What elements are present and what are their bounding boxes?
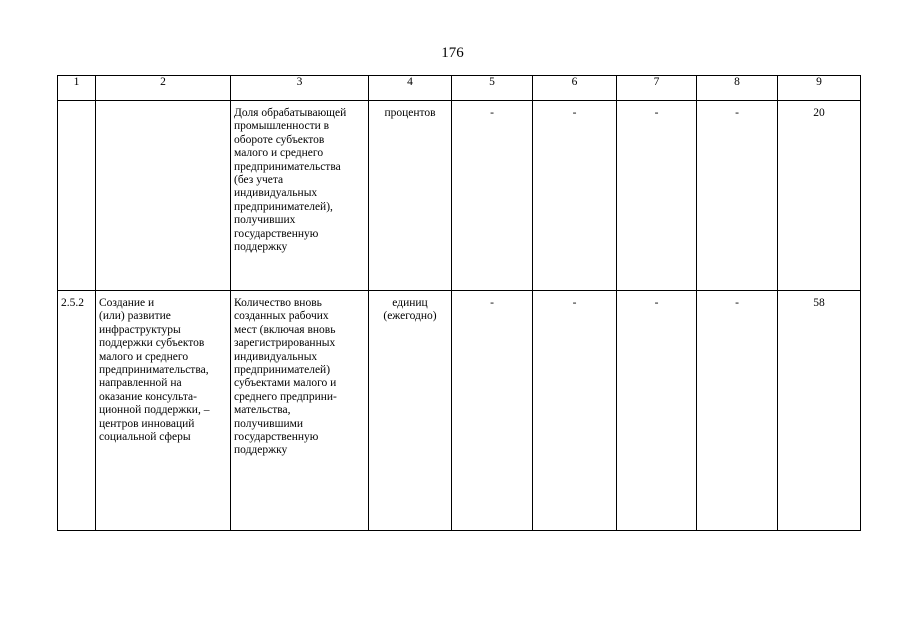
value-text: 58 (813, 297, 825, 309)
indicator-text: Количество вновь созданных рабочих мест (включая вновь зарегистрированных индивидуальных предпринимателей) субъектами малого и среднего предприни- мательства, получившими государственную поддержку (234, 297, 337, 457)
table-row (58, 101, 861, 291)
table-row (58, 291, 861, 531)
value-text: - (572, 107, 577, 119)
value-text: - (572, 297, 577, 309)
indicator-cell (231, 291, 369, 531)
header-cell: 3 (231, 76, 369, 101)
value-text: - (654, 297, 659, 309)
value-text: - (735, 107, 739, 119)
value-cell (617, 101, 697, 291)
event-name: Создание и (или) развитие инфраструктуры поддержки субъектов малого и среднего предпринимательства, направленной на оказание консульта- ционной поддержки, – центров инноваций социальной сферы (99, 297, 210, 444)
value-cell (778, 101, 861, 291)
unit-cell (369, 101, 452, 291)
value-cell (778, 291, 861, 531)
event-name (96, 101, 230, 107)
event-name-cell (96, 291, 231, 531)
header-cell: 1 (58, 76, 96, 101)
header-cell: 8 (697, 76, 778, 101)
value-text: 20 (813, 107, 825, 119)
table-header-row (58, 76, 861, 101)
event-name-cell (96, 101, 231, 291)
header-cell: 5 (452, 76, 533, 101)
value-cell (533, 291, 617, 531)
value-cell (617, 291, 697, 531)
value-cell (533, 101, 617, 291)
value-text: - (490, 107, 494, 119)
value-cell (697, 291, 778, 531)
indicator-text: Доля обрабатывающей промышленности в обороте субъектов малого и среднего предпринимательства (без учета индивидуальных предпринимателей), получивших государственную поддержку (234, 107, 347, 254)
row-number: 2.5.2 (61, 297, 84, 309)
row-number-cell (58, 291, 96, 531)
value-cell (452, 101, 533, 291)
header-cell: 6 (533, 76, 617, 101)
header-cell: 9 (778, 76, 861, 101)
unit-text: процентов (384, 107, 436, 119)
value-text: - (490, 297, 494, 309)
value-cell (452, 291, 533, 531)
data-table (57, 75, 861, 531)
page-number: 176 (441, 45, 464, 61)
unit-text: единиц (ежегодно) (383, 297, 437, 323)
header-cell: 4 (369, 76, 452, 101)
indicator-cell (231, 101, 369, 291)
row-number-cell (58, 101, 96, 291)
header-cell: 7 (617, 76, 697, 101)
value-text: - (735, 297, 739, 309)
unit-cell (369, 291, 452, 531)
value-cell (697, 101, 778, 291)
header-cell: 2 (96, 76, 231, 101)
row-number (58, 101, 95, 107)
value-text: - (654, 107, 659, 119)
